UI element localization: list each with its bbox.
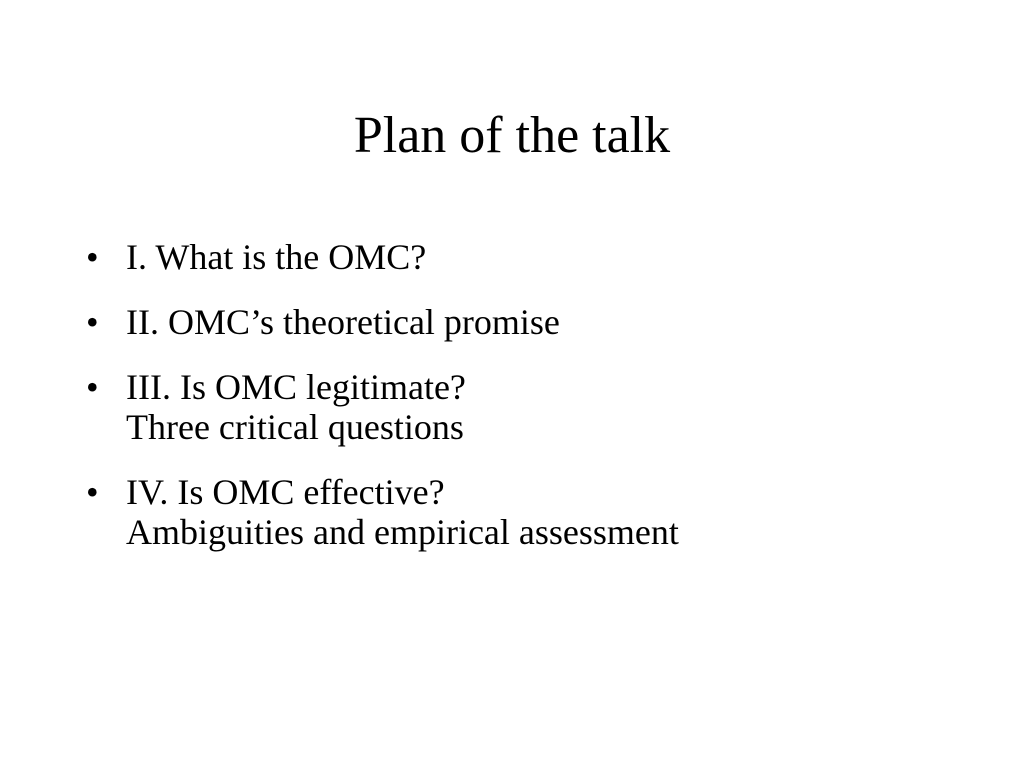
list-item-line: I. What is the OMC? (126, 237, 427, 277)
list-item-text (126, 467, 986, 557)
bullet-list (86, 232, 986, 572)
slide-title: Plan of the talk (353, 107, 671, 164)
bullet-icon: • (86, 302, 99, 342)
list-item-subline: Three critical questions (126, 407, 464, 447)
bullet-icon: • (86, 472, 99, 512)
list-item-subline: Ambiguities and empirical assessment (126, 512, 679, 552)
list-item-text (126, 297, 986, 347)
bullet-icon: • (86, 237, 99, 277)
list-item (86, 297, 986, 347)
list-item (86, 467, 986, 557)
list-item-line: IV. Is OMC effective? (126, 472, 445, 512)
list-item-text (126, 232, 986, 282)
list-item-line: III. Is OMC legitimate? (126, 367, 466, 407)
list-item-line: II. OMC’s theoretical promise (126, 302, 560, 342)
list-item-text (126, 362, 986, 452)
bullet-icon: • (86, 367, 99, 407)
list-item (86, 232, 986, 282)
list-item (86, 362, 986, 452)
